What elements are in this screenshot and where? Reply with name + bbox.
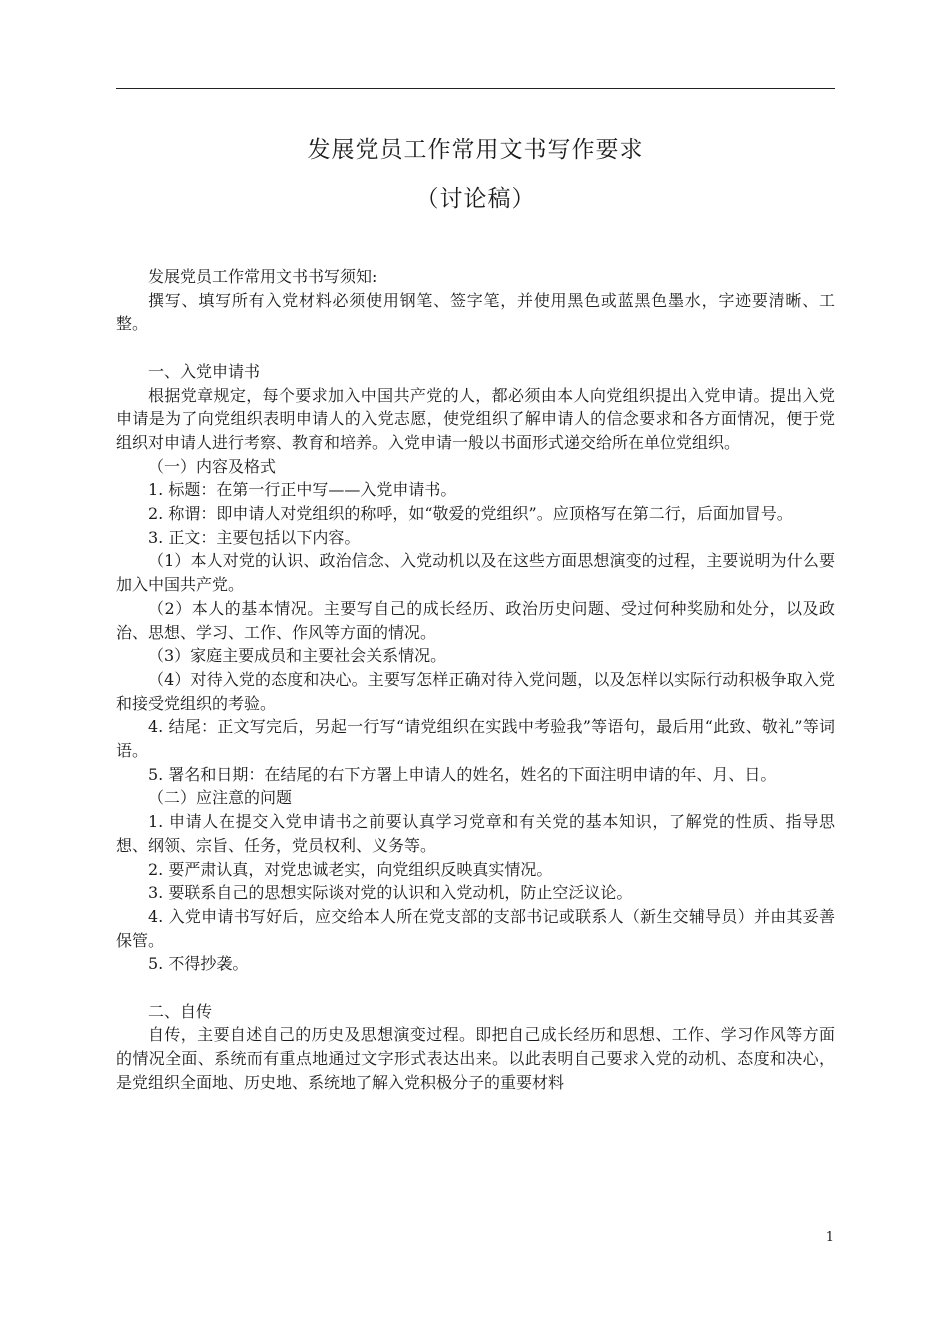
document-subtitle: （讨论稿） [415, 186, 536, 212]
paragraph: 3. 要联系自己的思想实际谈对党的认识和入党动机，防止空泛议论。 [148, 883, 633, 903]
paragraph: （3）家庭主要成员和主要社会关系情况。 [148, 646, 447, 666]
paragraph: 自传，主要自述自己的历史及思想演变过程。即把自己成长经历和思想、工作、学习作风等方面的情况全面、系统而有重点地通过文字形式表达出来。以此表明自己要求入党的动机、态度和决心，是党组织全面地、历史地、系统地了解入党积极分子的重要材料 [116, 1025, 835, 1092]
page-number: 1 [825, 1230, 834, 1245]
document-body [116, 265, 835, 1095]
paragraph: 5. 不得抄袭。 [148, 954, 249, 974]
header-rule [116, 88, 835, 89]
paragraph: 5. 署名和日期：在结尾的右下方署上申请人的姓名，姓名的下面注明申请的年、月、日。 [148, 764, 777, 784]
paragraph: 1. 申请人在提交入党申请书之前要认真学习党章和有关党的基本知识，了解党的性质、指导思想、纲领、宗旨、任务，党员权利、义务等。 [116, 812, 835, 855]
paragraph: 发展党员工作常用文书书写须知: [148, 267, 378, 286]
paragraph: 3. 正文：主要包括以下内容。 [148, 527, 361, 547]
blank-line [116, 976, 835, 1000]
blank-line [116, 336, 835, 360]
paragraph: （4）对待入党的态度和决心。主要写怎样正确对待入党问题，以及怎样以实际行动积极争取入党和接受党组织的考验。 [116, 669, 835, 713]
document-title: 发展党员工作常用文书写作要求 [307, 137, 644, 163]
paragraph: 2. 要严肃认真，对党忠诚老实，向党组织反映真实情况。 [148, 859, 553, 879]
paragraph: 2. 称谓：即申请人对党组织的称呼，如“敬爱的党组织”。应顶格写在第二行，后面加冒号。 [148, 504, 793, 524]
paragraph: 4. 入党申请书写好后，应交给本人所在党支部的支部书记或联系人（新生交辅导员）并由其妥善保管。 [116, 906, 835, 950]
paragraph: 撰写、填写所有入党材料必须使用钢笔、签字笔，并使用黑色或蓝黑色墨水，字迹要清晰、工整。 [116, 290, 835, 334]
paragraph: 根据党章规定，每个要求加入中国共产党的人，都必须由本人向党组织提出入党申请。提出入党申请是为了向党组织表明申请人的入党志愿，使党组织了解申请人的信念要求和各方面情况，便于党组织对申请人进行考察、教育和培养。入党申请一般以书面形式递交给所在单位党组织。 [116, 385, 835, 452]
paragraph: （一）内容及格式 [148, 456, 277, 476]
paragraph: 一、入党申请书 [148, 361, 261, 381]
paragraph: （2）本人的基本情况。主要写自己的成长经历、政治历史问题、受过何种奖励和处分，以及政治、思想、学习、工作、作风等方面的情况。 [116, 598, 835, 642]
paragraph: 1. 标题：在第一行正中写——入党申请书。 [148, 480, 457, 500]
paragraph: （二）应注意的问题 [148, 788, 293, 808]
paragraph: （1）本人对党的认识、政治信念、入党动机以及在这些方面思想演变的过程，主要说明为什么要加入中国共产党。 [116, 551, 835, 595]
paragraph: 二、自传 [148, 1001, 213, 1021]
paragraph: 4. 结尾：正文写完后，另起一行写“请党组织在实践中考验我”等语句，最后用“此致、敬礼”等词语。 [116, 717, 835, 761]
